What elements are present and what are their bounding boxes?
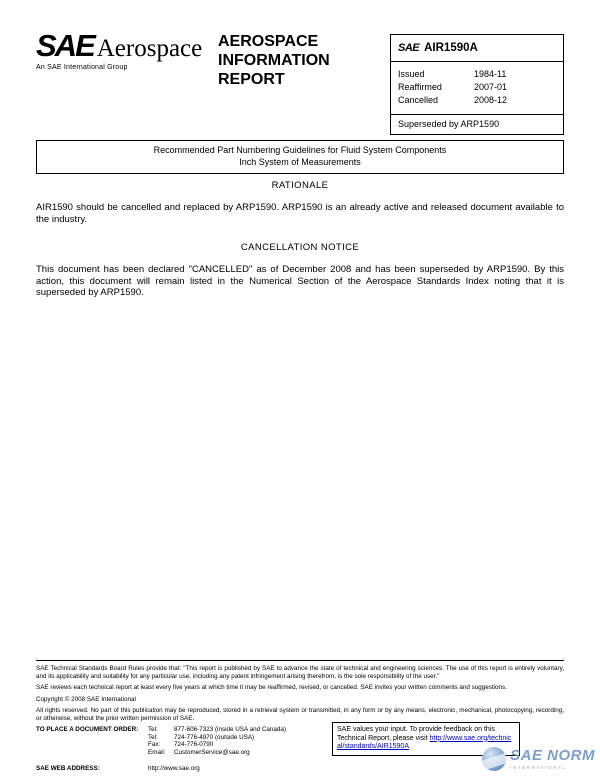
customer-service-email: CustomerService@sae.org [174,748,250,756]
web-address-label: SAE WEB ADDRESS: [36,765,100,772]
document-dates [391,62,563,115]
issued-label: Issued [398,69,425,79]
feedback-text: SAE values your input. To provide feedback on this Technical Report, please visit [337,726,495,742]
sae-logo: SAE [36,28,94,63]
report-type-title: AEROSPACE INFORMATION REPORT [218,33,330,88]
document-title-bar [36,140,564,174]
standards-board-notice: SAE Technical Standards Board Rules provide that: "This report is published by SAE to advance the state of technical and engineering sciences. The use of this report is entirely voluntary, and its applicability and suitability for any particular use, including any patent infringement arising therefrom, is the sole responsibility of the user." [36,665,564,680]
saenorm-watermark [482,747,595,771]
tel-intl-number: 724-776-4970 (outside USA) [174,733,255,741]
review-notice: SAE reviews each technical report at least every five years at which time it may be reaffirmed, revised, or cancelled. SAE invites your written comments and suggestions. [36,684,507,691]
order-label: TO PLACE A DOCUMENT ORDER: [36,726,139,733]
superseded-note: Superseded by ARP1590 [398,119,500,129]
cancellation-notice-text: This document has been declared "CANCELLED" as of December 2008 and has been superseded by ARP1590. By this action, this document will remain listed in the Numerical Section of the Aerospace Standards Index noting that it is superseded by ARP1590. [36,264,564,298]
sae-logo-small: SAE [398,42,420,54]
title-line-2: Inch System of Measurements [239,156,361,167]
watermark-text: SAE NORM [510,747,595,764]
copyright-line: Copyright © 2008 SAE International [36,695,136,703]
rationale-heading: RATIONALE [271,180,329,191]
saenorm-wordmark [510,748,595,770]
sae-aerospace-logo [36,30,211,71]
saenorm-logo-icon [482,747,506,771]
reaffirmed-label: Reaffirmed [398,82,442,92]
cancellation-notice-heading: CANCELLATION NOTICE [240,242,360,253]
rights-notice: All rights reserved. No part of this publication may be reproduced, stored in a retrieval system or transmitted, in any form or by any means, electronic, mechanical, photocopying, recording, or otherwise, without the prior written permission of SAE. [36,707,564,722]
watermark-subtext: INTERNATIONAL [510,765,567,770]
reaffirmed-date: 2007-01 [474,82,508,92]
feedback-link[interactable]: http://www.sae.org/technical/standards/AIR1590A [337,734,512,750]
contact-row-fax: Fax: 724-776-0790 [148,741,214,748]
contact-row-email: Email: CustomerService@sae.org [148,748,250,756]
brand-tagline: An SAE International Group [36,64,128,71]
brand-row [36,30,211,61]
issued-row [398,68,556,81]
issued-date: 1984-11 [474,69,507,79]
cancelled-label: Cancelled [398,95,439,105]
document-number: AIR1590A [424,42,478,54]
contact-table [148,726,286,756]
title-line-1: Recommended Part Numbering Guidelines for Fluid System Components [153,145,447,155]
reaffirmed-row [398,81,556,94]
contact-row-tel-intl: Tel: 724-776-4970 (outside USA) [148,733,255,741]
brand-name: Aerospace [96,35,203,62]
rationale-text: AIR1590 should be cancelled and replaced by ARP1590. ARP1590 is an already active and released document available to the industry. [36,202,564,225]
document-info-box [390,34,564,135]
document-body [36,176,564,299]
tel-usa-number: 877-606-7323 (inside USA and Canada) [174,726,287,733]
cancelled-row [398,94,556,107]
document-number-row [391,35,563,62]
contact-row-tel-usa: Tel: 877-606-7323 (inside USA and Canada) [148,726,287,733]
fax-number: 724-776-0790 [174,741,214,748]
sae-web-url: http://www.sae.org [148,765,200,772]
cancelled-date: 2008-12 [474,95,508,105]
